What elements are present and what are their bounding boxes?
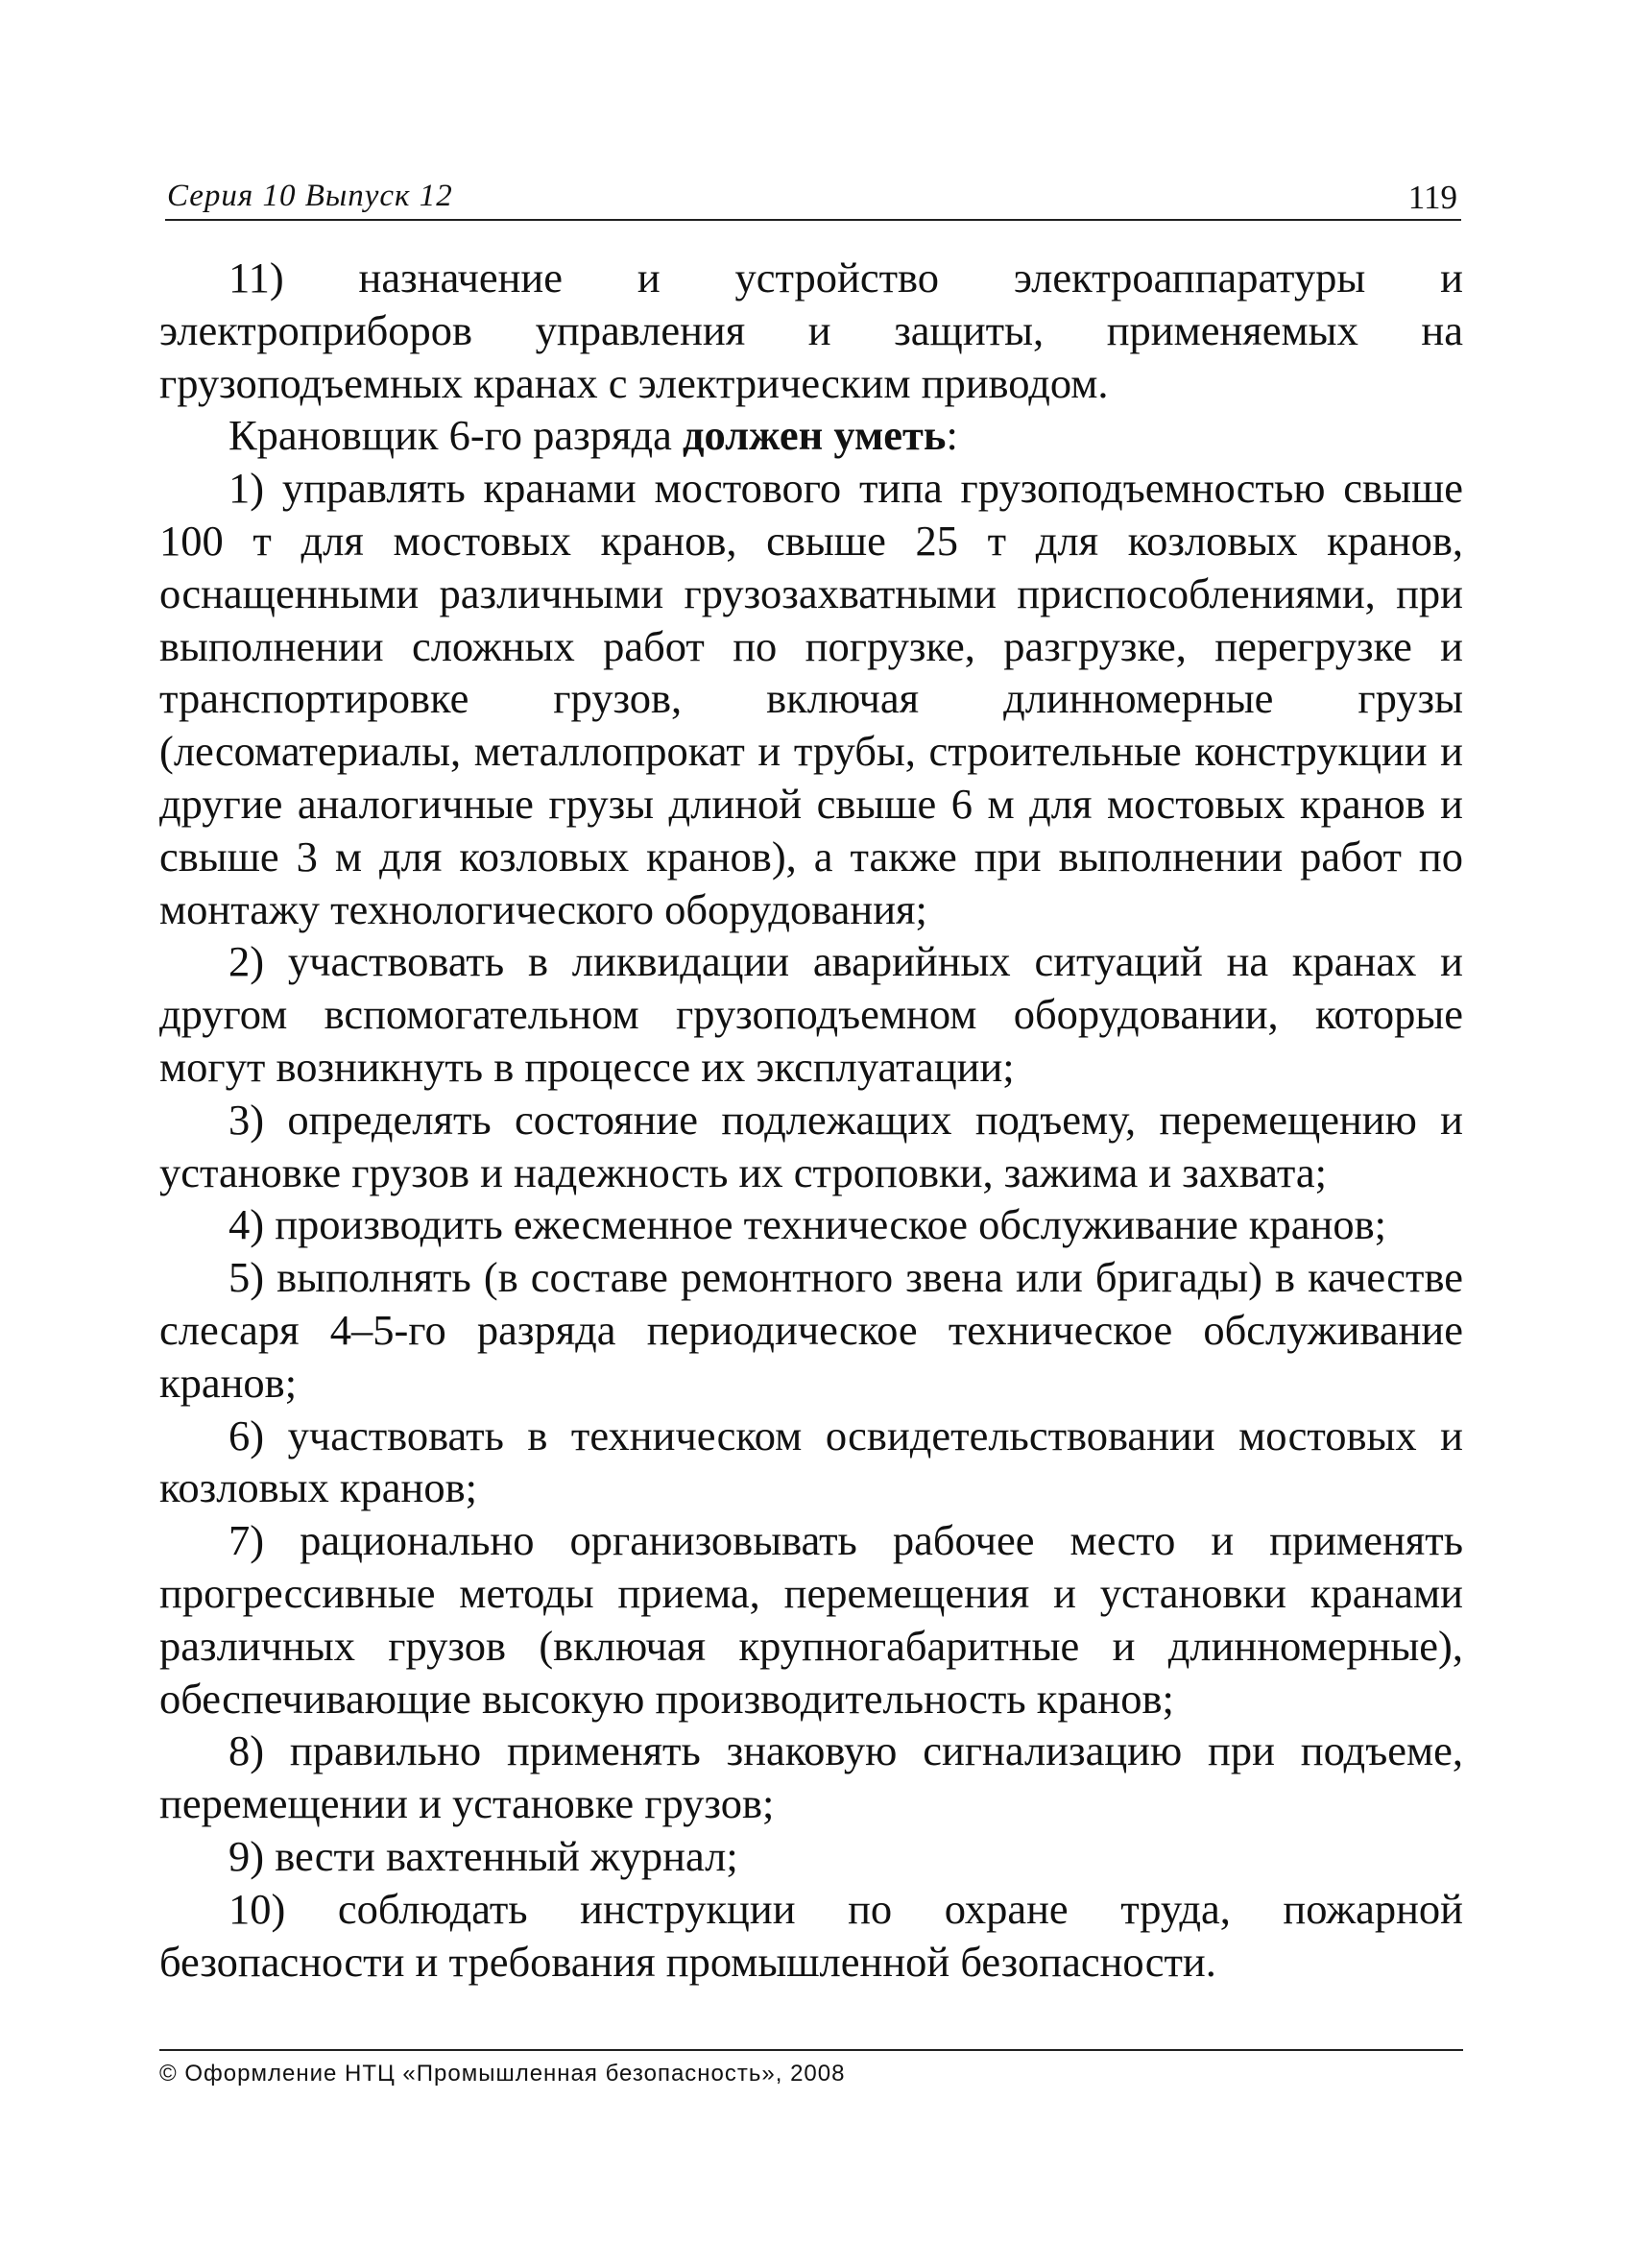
skill-item-6: 6) участвовать в техническом освидетельствовании мостовых и козловых кранов;: [159, 1411, 1463, 1512]
series-label: Серия 10 Выпуск 12: [167, 179, 453, 213]
skill-item-2: 2) участвовать в ликвидации аварийных ситуаций на кранах и другом вспомогательном грузоподъемном оборудовании, которые могут возникнуть в процессе их эксплуатации;: [159, 937, 1463, 1091]
skill-item-10: 10) соблюдать инструкции по охране труда, пожарной безопасности и требования промышленной безопасности.: [159, 1884, 1463, 1986]
intro-paragraph: [159, 409, 1463, 462]
page-number: 119: [1407, 179, 1457, 216]
page-body: [159, 252, 1463, 1988]
skill-item-5: 5) выполнять (в составе ремонтного звена или бригады) в качестве слесаря 4–5-го разряда периодическое техническое обслуживание кранов;: [159, 1253, 1463, 1407]
footer-copyright: © Оформление НТЦ «Промышленная безопасность», 2008: [159, 2061, 846, 2087]
intro-text: Крановщик 6-го разряда: [228, 411, 683, 460]
footer-divider: [159, 2049, 1463, 2051]
page-header: [165, 177, 1461, 221]
skill-item-9: 9) вести вахтенный журнал;: [228, 1831, 738, 1880]
skill-item-8: 8) правильно применять знаковую сигнализацию при подъеме, перемещении и установке грузов;: [159, 1726, 1463, 1828]
intro-colon: :: [946, 411, 958, 460]
list-item-11: 11) назначение и устройство электроаппаратуры и электроприборов управления и защиты, применяемых на грузоподъемных кранах с электрическим приводом.: [159, 253, 1463, 407]
skill-item-7: 7) рационально организовывать рабочее место и применять прогрессивные методы приема, перемещения и установки кранами различных грузов (включая крупногабаритные и длинномерные), обеспечивающие высокую производительность кранов;: [159, 1516, 1463, 1723]
skill-item-3: 3) определять состояние подлежащих подъему, перемещению и установке грузов и надежность их строповки, зажима и захвата;: [159, 1095, 1463, 1196]
intro-bold: должен уметь: [683, 411, 947, 460]
skill-item-4: 4) производить ежесменное техническое обслуживание кранов;: [228, 1200, 1386, 1249]
skill-item-1: 1) управлять кранами мостового типа грузоподъемностью свыше 100 т для мостовых кранов, свыше 25 т для козловых кранов, оснащенными различными грузозахватными приспособлениями, при выполнении сложных работ по погрузке, разгрузке, перегрузке и транспортировке грузов, включая длинномерные грузы (лесоматериалы, металлопрокат и трубы, строительные конструкции и другие аналогичные грузы длиной свыше 6 м для мостовых кранов и свыше 3 м для козловых кранов), а также при выполнении работ по монтажу технологического оборудования;: [159, 464, 1463, 933]
